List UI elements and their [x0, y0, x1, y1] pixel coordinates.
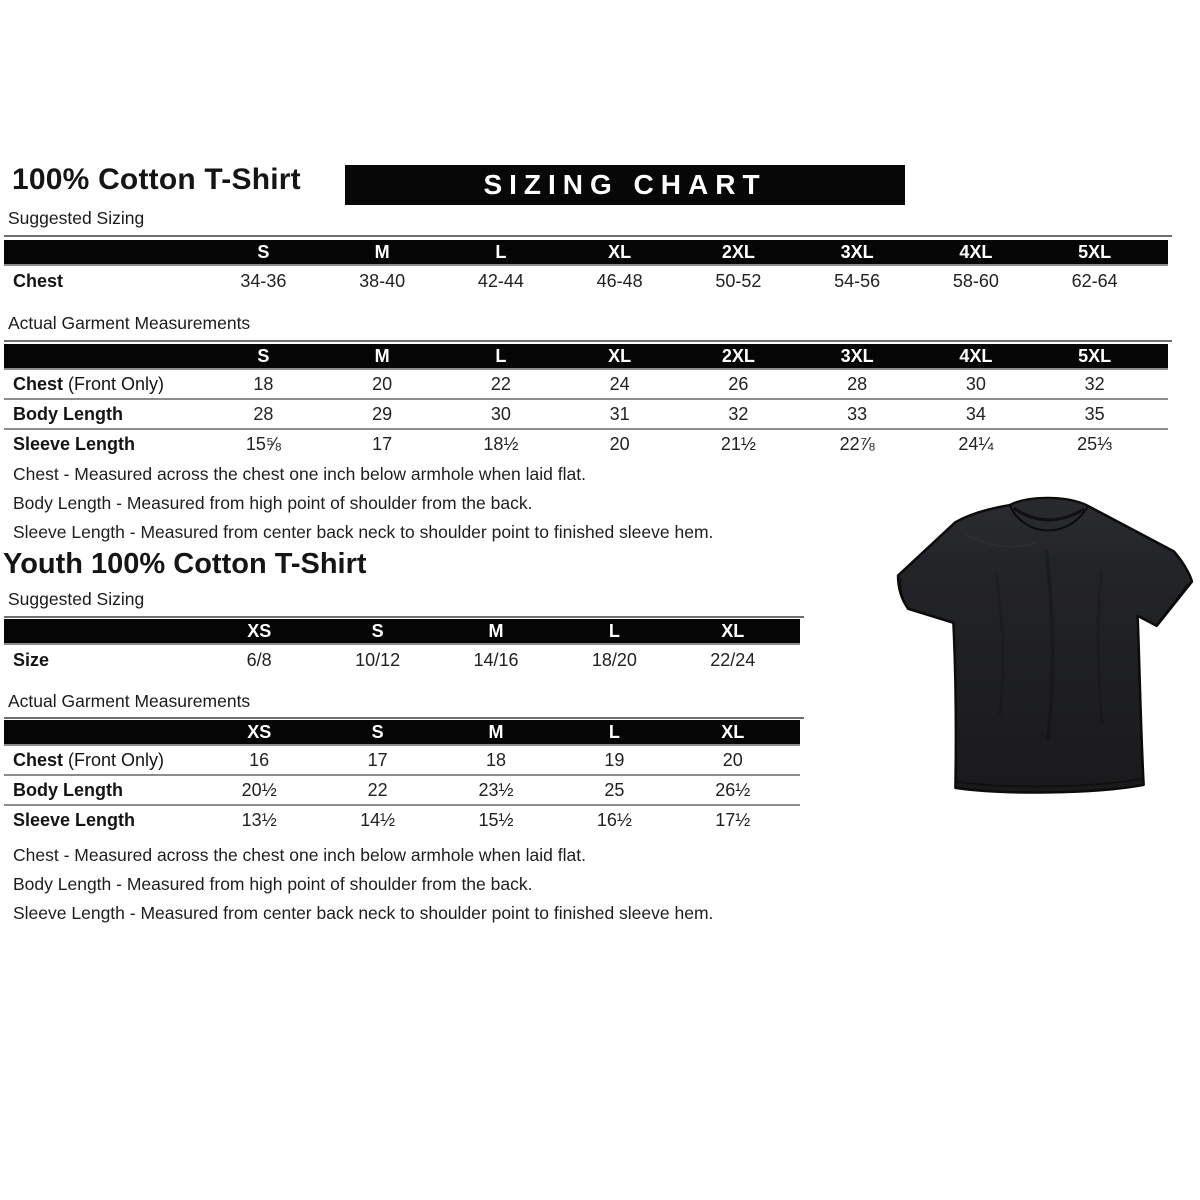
table-cell: 22⅞ [839, 433, 875, 454]
table-cell: 34-36 [240, 270, 287, 291]
table-cell: 20 [609, 433, 630, 454]
youth-suggested-sizing-table [4, 619, 800, 675]
table-cell: 10/12 [355, 649, 401, 670]
table-cell: 18 [253, 373, 274, 394]
table-cell: 26 [728, 373, 749, 394]
table-cell: 58-60 [952, 270, 999, 291]
adult-measurements-label: Actual Garment Measurements [4, 313, 1172, 342]
note-body-length: Body Length - Measured from high point of shoulder from the back. [13, 493, 533, 513]
youth-meas-col-s: S [371, 722, 384, 742]
adult-meas-col-xl: XL [608, 346, 632, 366]
table-cell: 15⅝ [245, 433, 281, 454]
table-cell: 22 [490, 373, 511, 394]
adult-suggested-sizing-table [4, 240, 1168, 296]
adult-measurements-table [4, 344, 1168, 458]
adult-meas-col-l: L [495, 346, 507, 366]
adult-sug-col-xl: XL [608, 242, 632, 262]
youth-suggested-sizing-label: Suggested Sizing [4, 589, 804, 618]
table-cell: 24 [609, 373, 630, 394]
table-cell: 30 [490, 403, 511, 424]
youth-sleeve-length-row [4, 804, 800, 834]
table-cell: 21½ [720, 433, 756, 454]
youth-sug-col-s: S [371, 621, 384, 641]
row-label-body-length [4, 404, 204, 425]
youth-size-row [4, 643, 800, 675]
table-cell: 33 [847, 403, 868, 424]
youth-measurements-table [4, 720, 800, 834]
youth-sug-col-l: L [608, 621, 620, 641]
row-label-sleeve-length [4, 434, 204, 455]
table-cell: 20 [372, 373, 393, 394]
table-cell: 18 [485, 749, 506, 770]
adult-measurements-header-row [4, 344, 1168, 368]
table-cell: 17 [372, 433, 393, 454]
table-cell: 54-56 [834, 270, 881, 291]
youth-meas-col-l: L [608, 722, 620, 742]
tshirt-image [895, 494, 1197, 804]
adult-sug-col-m: M [374, 242, 390, 262]
table-cell: 14/16 [473, 649, 519, 670]
adult-meas-col-m: M [374, 346, 390, 366]
table-cell: 38-40 [359, 270, 406, 291]
table-cell: 26½ [715, 779, 751, 800]
table-cell: 32 [728, 403, 749, 424]
adult-meas-col-4xl: 4XL [959, 346, 993, 366]
row-label-text: Size [13, 649, 50, 670]
table-cell: 28 [847, 373, 868, 394]
table-cell: 16 [249, 749, 270, 770]
note-sleeve-length: Sleeve Length - Measured from center back neck to shoulder point to finished sleeve hem. [13, 903, 714, 923]
adult-body-length-row [4, 398, 1168, 428]
table-cell: 15½ [478, 809, 514, 830]
row-label-text: Sleeve Length [13, 433, 136, 454]
adult-sug-col-5xl: 5XL [1078, 242, 1112, 262]
adult-suggested-header-row [4, 240, 1168, 264]
table-cell: 35 [1084, 403, 1105, 424]
table-cell: 17½ [715, 809, 751, 830]
youth-section-title: Youth 100% Cotton T-Shirt [3, 548, 367, 580]
row-label-suffix: (Front Only) [63, 749, 165, 770]
row-label-body-length [4, 780, 200, 801]
adult-sug-col-4xl: 4XL [959, 242, 993, 262]
youth-sug-col-m: M [488, 621, 504, 641]
note-body-length: Body Length - Measured from high point of shoulder from the back. [13, 874, 533, 894]
table-cell: 32 [1084, 373, 1105, 394]
table-cell: 46-48 [596, 270, 643, 291]
table-cell: 22 [367, 779, 388, 800]
table-cell: 50-52 [715, 270, 762, 291]
table-cell: 14½ [360, 809, 396, 830]
row-label-text: Chest [13, 373, 64, 394]
sizing-chart-banner-text: SIZING CHART [483, 169, 767, 200]
adult-chest-measurement-row [4, 368, 1168, 398]
youth-measurements-label: Actual Garment Measurements [4, 691, 804, 719]
table-cell: 29 [372, 403, 393, 424]
table-cell: 31 [609, 403, 630, 424]
youth-meas-col-xl: XL [721, 722, 745, 742]
youth-sug-col-xs: XS [247, 621, 272, 641]
table-cell: 24¼ [958, 433, 994, 454]
adult-sleeve-length-row [4, 428, 1168, 458]
adult-suggested-sizing-label: Suggested Sizing [4, 208, 1172, 237]
tshirt-graphic [895, 494, 1197, 804]
table-cell: 18/20 [591, 649, 637, 670]
table-cell: 13½ [241, 809, 277, 830]
sizing-chart-banner [345, 165, 905, 205]
youth-chest-measurement-row [4, 744, 800, 774]
table-cell: 23½ [478, 779, 514, 800]
note-sleeve-length: Sleeve Length - Measured from center back neck to shoulder point to finished sleeve hem. [13, 522, 714, 542]
table-cell: 34 [965, 403, 986, 424]
row-label-text: Sleeve Length [13, 809, 136, 830]
note-chest: Chest - Measured across the chest one inch below armhole when laid flat. [13, 464, 586, 484]
table-cell: 30 [965, 373, 986, 394]
adult-sug-col-3xl: 3XL [840, 242, 874, 262]
row-label-chest-front-only [4, 750, 200, 771]
table-cell: 20½ [241, 779, 277, 800]
adult-sug-col-2xl: 2XL [721, 242, 755, 262]
table-cell: 6/8 [246, 649, 272, 670]
table-cell: 18½ [483, 433, 519, 454]
youth-sug-col-xl: XL [721, 621, 745, 641]
row-label-size [4, 650, 200, 671]
adult-measurement-notes [13, 460, 713, 547]
adult-sug-col-s: S [257, 242, 270, 262]
note-chest: Chest - Measured across the chest one inch below armhole when laid flat. [13, 845, 586, 865]
table-cell: 28 [253, 403, 274, 424]
row-label-text: Chest [13, 749, 64, 770]
table-cell: 17 [367, 749, 388, 770]
youth-meas-col-m: M [488, 722, 504, 742]
table-cell: 42-44 [477, 270, 524, 291]
youth-meas-col-xs: XS [247, 722, 272, 742]
adult-meas-col-3xl: 3XL [840, 346, 874, 366]
youth-suggested-header-row [4, 619, 800, 643]
row-label-sleeve-length [4, 810, 200, 831]
table-cell: 20 [722, 749, 743, 770]
adult-meas-col-s: S [257, 346, 270, 366]
adult-meas-col-2xl: 2XL [721, 346, 755, 366]
table-cell: 19 [604, 749, 625, 770]
adult-sug-col-l: L [495, 242, 507, 262]
table-cell: 25⅓ [1077, 433, 1113, 454]
youth-measurements-header-row [4, 720, 800, 744]
row-label-text: Body Length [13, 403, 123, 424]
row-label-suffix: (Front Only) [63, 373, 165, 394]
row-label-chest-front-only [4, 374, 204, 395]
row-label-text: Chest [13, 270, 64, 291]
row-label-chest [4, 271, 204, 292]
adult-meas-col-5xl: 5XL [1078, 346, 1112, 366]
table-cell: 22/24 [710, 649, 756, 670]
table-cell: 62-64 [1071, 270, 1118, 291]
table-cell: 25 [604, 779, 625, 800]
table-cell: 16½ [596, 809, 632, 830]
page-title: 100% Cotton T-Shirt [12, 163, 301, 196]
youth-measurement-notes [13, 841, 713, 928]
youth-body-length-row [4, 774, 800, 804]
adult-chest-suggested-row [4, 264, 1168, 296]
row-label-text: Body Length [13, 779, 123, 800]
